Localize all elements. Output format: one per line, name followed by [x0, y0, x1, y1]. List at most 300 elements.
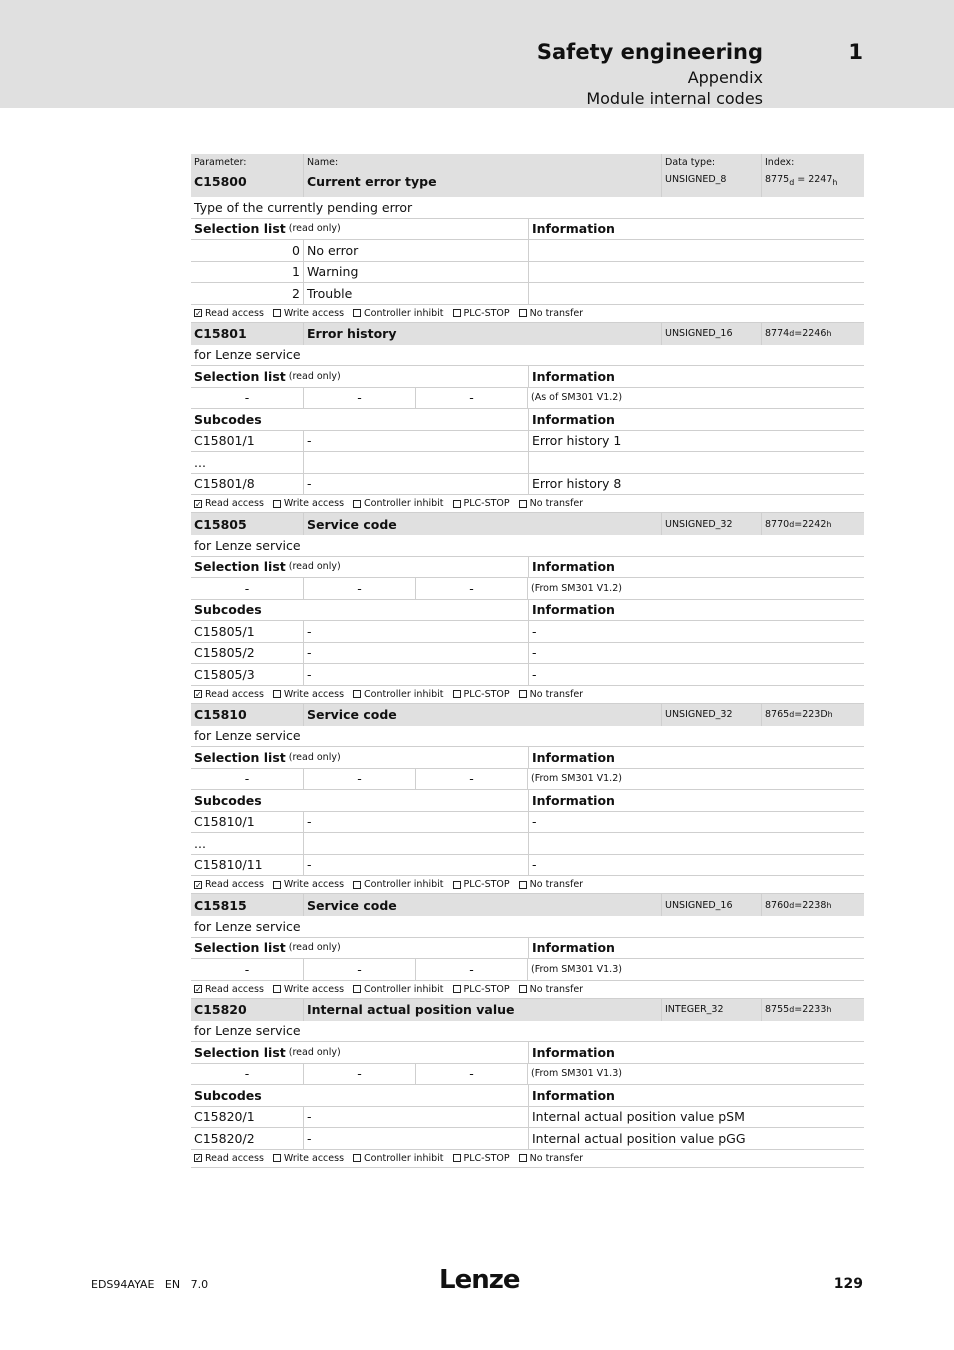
selection-info	[528, 240, 864, 261]
parameter-header-row	[191, 323, 864, 345]
subcode-info: -	[528, 664, 864, 685]
parameter-code: C15805	[191, 513, 303, 535]
parameter-description: for Lenze service	[194, 537, 301, 553]
range-value: -	[244, 390, 250, 406]
flag-item	[453, 689, 510, 700]
checkbox-icon	[353, 985, 361, 993]
parameter-description: for Lenze service	[194, 347, 301, 363]
dec-suffix: d	[789, 519, 795, 529]
selection-list-text: Selection list	[194, 368, 286, 384]
access-flags	[191, 1150, 864, 1168]
datatype-value: UNSIGNED_8	[665, 174, 727, 185]
range-value: -	[303, 959, 415, 980]
flag-item	[273, 308, 344, 319]
parameter-description-row	[191, 726, 864, 748]
selection-value: 0	[292, 242, 300, 258]
flag-label: Controller inhibit	[364, 688, 444, 700]
selection-list-text: Selection list	[194, 221, 286, 237]
flag-item	[273, 879, 344, 890]
name-label: Name:	[307, 157, 339, 168]
information-label: Information	[528, 747, 864, 768]
index-hex: 2247	[808, 174, 833, 185]
checkbox-icon	[453, 309, 461, 317]
selection-value: 2	[292, 285, 300, 301]
index-dec: 8774	[765, 328, 790, 339]
information-label: Information	[528, 366, 864, 387]
parameter-description: for Lenze service	[194, 918, 301, 934]
selection-list-text: Selection list	[194, 559, 286, 575]
selection-list-label	[191, 366, 528, 387]
subcode-info: Internal actual position value pSM	[528, 1107, 864, 1128]
chapter-title: Safety engineering	[536, 40, 763, 64]
flag-label: No transfer	[529, 307, 584, 319]
flag-item	[353, 879, 443, 890]
flag-label: Read access	[205, 1152, 264, 1164]
chapter-number: 1	[848, 40, 863, 64]
index-dec: 8765	[765, 709, 790, 720]
parameter-description-row	[191, 535, 864, 557]
selection-list-text: Selection list	[194, 1044, 286, 1060]
flag-label: Read access	[205, 498, 264, 509]
flag-label: PLC-STOP	[463, 1152, 510, 1164]
selection-list-label	[191, 747, 528, 768]
index-value: 8774 d = 2246 h	[761, 323, 864, 345]
checkbox-icon	[273, 881, 281, 889]
checkbox-icon	[519, 1154, 527, 1162]
flag-label: PLC-STOP	[463, 307, 510, 319]
flag-label: PLC-STOP	[463, 983, 510, 995]
subcode-value	[303, 833, 528, 854]
parameter-header-row	[191, 513, 864, 535]
selection-text: No error	[303, 240, 528, 261]
datatype-value: INTEGER_32	[661, 999, 761, 1021]
flag-label: Write access	[283, 307, 345, 319]
selection-list-text: Selection list	[194, 940, 286, 956]
read-only-note: (read only)	[288, 561, 341, 573]
subcode: C15810/1	[194, 814, 255, 830]
subcodes-header	[191, 600, 864, 622]
flag-item	[194, 984, 264, 995]
flag-item	[353, 308, 443, 319]
selection-value-row	[191, 283, 864, 305]
selection-range-row	[191, 388, 864, 410]
flag-item	[353, 689, 443, 700]
selection-text: Trouble	[303, 283, 528, 304]
information-label: Information	[528, 409, 864, 430]
index-hex: 2246	[802, 328, 827, 339]
hex-suffix: h	[826, 900, 832, 910]
range-info: (From SM301 V1.2)	[527, 769, 864, 790]
flag-label: Controller inhibit	[364, 498, 444, 509]
subcodes-header	[191, 1085, 864, 1107]
selection-range-row	[191, 578, 864, 600]
checkbox-icon	[519, 309, 527, 317]
flag-item	[519, 879, 583, 890]
flag-label: Read access	[205, 983, 264, 995]
parameter-code: C15820	[191, 999, 303, 1021]
index-dec: 8755	[765, 1004, 790, 1015]
range-value: -	[244, 580, 250, 596]
checkbox-icon	[519, 500, 527, 508]
checkbox-icon	[273, 985, 281, 993]
selection-list-header	[191, 747, 864, 769]
datatype-value: UNSIGNED_16	[661, 323, 761, 345]
checkbox-icon	[353, 500, 361, 508]
document-id: EDS94AYAE EN 7.0	[91, 1278, 209, 1291]
subcode-value: -	[303, 1128, 528, 1149]
index-dec: 8770	[765, 518, 790, 530]
access-flags	[191, 981, 864, 999]
subcode: C15801/8	[194, 476, 255, 492]
datatype-value: UNSIGNED_32	[661, 704, 761, 726]
index-hex: 223D	[802, 709, 828, 720]
subcode-row	[191, 431, 864, 453]
checkbox-icon	[273, 1154, 281, 1162]
subcodes-label: Subcodes	[194, 792, 262, 808]
access-flags	[191, 305, 864, 323]
index-value: 8770 d = 2242 h	[761, 513, 864, 535]
subcode-info: -	[528, 643, 864, 664]
index-hex: 2238	[802, 899, 827, 911]
flag-item	[194, 689, 264, 700]
parameter-label: Parameter:	[194, 157, 247, 168]
index-value: 8765 d = 223D h	[761, 704, 864, 726]
subcodes-header	[191, 790, 864, 812]
access-flags	[191, 495, 864, 513]
parameter-description-row	[191, 916, 864, 938]
read-only-note: (read only)	[288, 751, 341, 763]
subcode: C15805/3	[194, 666, 255, 682]
subcode-row	[191, 474, 864, 496]
parameter-code: C15815	[191, 894, 303, 916]
checkbox-icon	[519, 985, 527, 993]
index-hex: 2242	[802, 518, 827, 530]
dec-suffix: d	[789, 710, 795, 719]
flag-label: Write access	[283, 983, 345, 995]
index-value: 8755 d = 2233 h	[761, 999, 864, 1021]
subcode-info	[528, 833, 864, 854]
checked-box-icon: ✓	[195, 985, 202, 994]
checkbox-icon	[453, 881, 461, 889]
range-info: (From SM301 V1.2)	[527, 578, 864, 599]
subcode-row	[191, 812, 864, 834]
range-value: -	[415, 959, 527, 980]
flag-label: Read access	[205, 688, 264, 700]
flag-label: Controller inhibit	[364, 1152, 444, 1164]
checkbox-icon	[519, 690, 527, 698]
parameter-description-row	[191, 345, 864, 367]
subcode-row	[191, 1128, 864, 1150]
parameter-tables	[191, 154, 864, 1168]
access-flags	[191, 876, 864, 894]
parameter-name: Service code	[303, 513, 661, 535]
flag-label: No transfer	[529, 498, 584, 509]
checkbox-icon	[353, 690, 361, 698]
parameter-name: Service code	[303, 894, 661, 916]
parameter-description-row	[191, 1021, 864, 1043]
selection-list-header	[191, 938, 864, 960]
selection-list-header	[191, 219, 864, 241]
name-cell	[303, 154, 661, 197]
subcodes-label: Subcodes	[194, 1087, 262, 1103]
range-info: (From SM301 V1.3)	[527, 959, 864, 980]
parameter-code: C15810	[191, 704, 303, 726]
checkbox-icon	[353, 1154, 361, 1162]
range-value: -	[415, 578, 527, 599]
range-value: -	[244, 1066, 250, 1082]
information-label: Information	[528, 219, 864, 240]
flag-label: Write access	[283, 879, 345, 890]
parameter-header-row	[191, 894, 864, 916]
selection-list-label	[191, 219, 528, 240]
parameter-header-row	[191, 704, 864, 726]
subcode-info: Internal actual position value pGG	[528, 1128, 864, 1149]
subcode: ...	[194, 835, 206, 851]
checkbox-icon	[453, 985, 461, 993]
flag-item	[273, 984, 344, 995]
flag-label: PLC-STOP	[463, 879, 510, 890]
range-value: -	[244, 961, 250, 977]
parameter-name: Error history	[303, 323, 661, 345]
flag-item	[194, 879, 264, 890]
parameter-name: Internal actual position value	[303, 999, 661, 1021]
flag-item	[519, 498, 583, 509]
subcode-info: Error history 8	[528, 474, 864, 495]
checkbox-icon	[273, 690, 281, 698]
flag-label: Controller inhibit	[364, 983, 444, 995]
subcode-value: -	[303, 812, 528, 833]
range-value: -	[415, 1064, 527, 1085]
datatype-cell	[661, 154, 761, 197]
subcode-row	[191, 643, 864, 665]
parameter-description: for Lenze service	[194, 728, 301, 744]
information-label: Information	[528, 557, 864, 578]
flag-label: Write access	[283, 498, 345, 509]
subcode-info	[528, 452, 864, 473]
read-only-note: (read only)	[288, 1046, 341, 1058]
checked-box-icon: ✓	[195, 880, 202, 890]
flag-item	[453, 879, 510, 890]
flag-item	[353, 984, 443, 995]
index-value: $8775_d = 2247_h$	[765, 174, 838, 187]
range-value: -	[303, 769, 415, 790]
subcode: C15805/1	[194, 623, 255, 639]
selection-range-row	[191, 769, 864, 791]
selection-value: 1	[292, 264, 300, 280]
flag-label: No transfer	[529, 1152, 584, 1164]
flag-label: Write access	[283, 1152, 345, 1164]
index-dec: 8760	[765, 899, 790, 911]
selection-range-row	[191, 1064, 864, 1086]
hex-suffix: h	[832, 177, 838, 187]
index-value: 8760 d = 2238 h	[761, 894, 864, 916]
subcode-value: -	[303, 643, 528, 664]
dec-suffix: d	[789, 900, 795, 910]
checkbox-icon	[453, 1154, 461, 1162]
flag-label: No transfer	[529, 983, 584, 995]
read-only-note: (read only)	[288, 942, 341, 954]
selection-value-row	[191, 262, 864, 284]
subsection-title: Module internal codes	[586, 89, 763, 108]
selection-list-header	[191, 1042, 864, 1064]
parameter-code: C15800	[194, 174, 247, 189]
read-only-note: (read only)	[288, 370, 341, 382]
information-label: Information	[528, 1085, 864, 1106]
hex-suffix: h	[826, 1005, 832, 1014]
range-value: -	[303, 578, 415, 599]
information-label: Information	[528, 1042, 864, 1063]
datatype-label: Data type:	[665, 157, 716, 168]
selection-list-header	[191, 366, 864, 388]
flag-item	[453, 308, 510, 319]
subcode-value: -	[303, 474, 528, 495]
selection-range-row	[191, 959, 864, 981]
hex-suffix: h	[826, 519, 832, 529]
range-info: (From SM301 V1.3)	[527, 1064, 864, 1085]
checked-box-icon: ✓	[195, 499, 202, 509]
dec-suffix: d	[789, 329, 795, 338]
flag-item	[453, 1153, 510, 1164]
flag-label: Controller inhibit	[364, 307, 444, 319]
subcode-value: -	[303, 621, 528, 642]
flag-item	[453, 984, 510, 995]
index-hex: 2233	[802, 1004, 827, 1015]
subcode-info: -	[528, 621, 864, 642]
hex-suffix: h	[826, 329, 832, 338]
parameter-code: C15801	[191, 323, 303, 345]
flag-label: Controller inhibit	[364, 879, 444, 890]
selection-list-header	[191, 557, 864, 579]
checked-box-icon: ✓	[195, 309, 202, 318]
flag-label: No transfer	[529, 688, 584, 700]
flag-item	[273, 498, 344, 509]
subcode: ...	[194, 454, 206, 470]
datatype-value: UNSIGNED_16	[661, 894, 761, 916]
parameter-name: Current error type	[307, 174, 437, 189]
selection-info	[528, 262, 864, 283]
checkbox-icon	[353, 309, 361, 317]
subcode-row	[191, 855, 864, 877]
parameter-header-row	[191, 154, 864, 197]
subcode: C15805/2	[194, 645, 255, 661]
dec-suffix: d	[789, 177, 795, 187]
checkbox-icon	[453, 500, 461, 508]
parameter-description-row	[191, 197, 864, 219]
flag-label: Write access	[283, 688, 345, 700]
subcode-row	[191, 1107, 864, 1129]
flag-item	[353, 498, 443, 509]
subcode-value: -	[303, 431, 528, 452]
flag-item	[194, 1153, 264, 1164]
flag-item	[519, 689, 583, 700]
selection-value-row	[191, 240, 864, 262]
range-value: -	[303, 1064, 415, 1085]
selection-info	[528, 283, 864, 304]
page-header	[0, 0, 954, 108]
flag-item	[194, 498, 264, 509]
subcode: C15810/11	[194, 857, 263, 873]
parameter-name: Service code	[303, 704, 661, 726]
index-cell	[761, 154, 864, 197]
flag-item	[273, 689, 344, 700]
range-info: (As of SM301 V1.2)	[527, 388, 864, 409]
selection-list-label	[191, 938, 528, 959]
selection-list-label	[191, 557, 528, 578]
range-value: -	[303, 388, 415, 409]
subcode-info: -	[528, 855, 864, 876]
flag-item	[519, 1153, 583, 1164]
subcode-value: -	[303, 664, 528, 685]
subcode-info: Error history 1	[528, 431, 864, 452]
flag-item	[519, 308, 583, 319]
information-label: Information	[528, 790, 864, 811]
checkbox-icon	[273, 500, 281, 508]
flag-label: Read access	[205, 307, 264, 319]
flag-label: Read access	[205, 879, 264, 890]
flag-item	[273, 1153, 344, 1164]
access-flags	[191, 686, 864, 704]
hex-suffix: h	[827, 710, 833, 719]
subcode-value	[303, 452, 528, 473]
subcode-value: -	[303, 855, 528, 876]
checkbox-icon	[353, 881, 361, 889]
subcode-row	[191, 452, 864, 474]
subcode-value: -	[303, 1107, 528, 1128]
flag-label: No transfer	[529, 879, 584, 890]
read-only-note: (read only)	[288, 223, 341, 235]
page-number: 129	[833, 1276, 863, 1292]
parameter-header-row	[191, 999, 864, 1021]
subcode: C15820/2	[194, 1130, 255, 1146]
flag-item	[353, 1153, 443, 1164]
index-label: Index:	[765, 157, 795, 168]
parameter-description: Type of the currently pending error	[194, 199, 413, 215]
range-value: -	[415, 769, 527, 790]
subcode-row	[191, 664, 864, 686]
flag-item	[519, 984, 583, 995]
selection-list-label	[191, 1042, 528, 1063]
selection-text: Warning	[303, 262, 528, 283]
subcodes-label: Subcodes	[194, 411, 262, 427]
subcode-info: -	[528, 812, 864, 833]
checkbox-icon	[453, 690, 461, 698]
subcode-row	[191, 621, 864, 643]
checked-box-icon: ✓	[195, 690, 202, 699]
subcodes-label: Subcodes	[194, 602, 262, 618]
range-value: -	[244, 771, 250, 787]
subcode: C15801/1	[194, 433, 255, 449]
subcode-row	[191, 833, 864, 855]
range-value: -	[415, 388, 527, 409]
flag-label: PLC-STOP	[463, 498, 510, 509]
index-dec: 8775	[765, 174, 790, 185]
lenze-logo: Lenze	[439, 1265, 520, 1295]
flag-item	[194, 308, 264, 319]
checkbox-icon	[273, 309, 281, 317]
subcode: C15820/1	[194, 1109, 255, 1125]
parameter-description: for Lenze service	[194, 1023, 301, 1039]
subcodes-header	[191, 409, 864, 431]
flag-label: PLC-STOP	[463, 688, 510, 700]
information-label: Information	[528, 938, 864, 959]
information-label: Information	[528, 600, 864, 621]
selection-list-text: Selection list	[194, 749, 286, 765]
checked-box-icon: ✓	[195, 1154, 202, 1163]
dec-suffix: d	[789, 1005, 795, 1014]
datatype-value: UNSIGNED_32	[661, 513, 761, 535]
checkbox-icon	[519, 881, 527, 889]
section-title: Appendix	[687, 68, 763, 87]
